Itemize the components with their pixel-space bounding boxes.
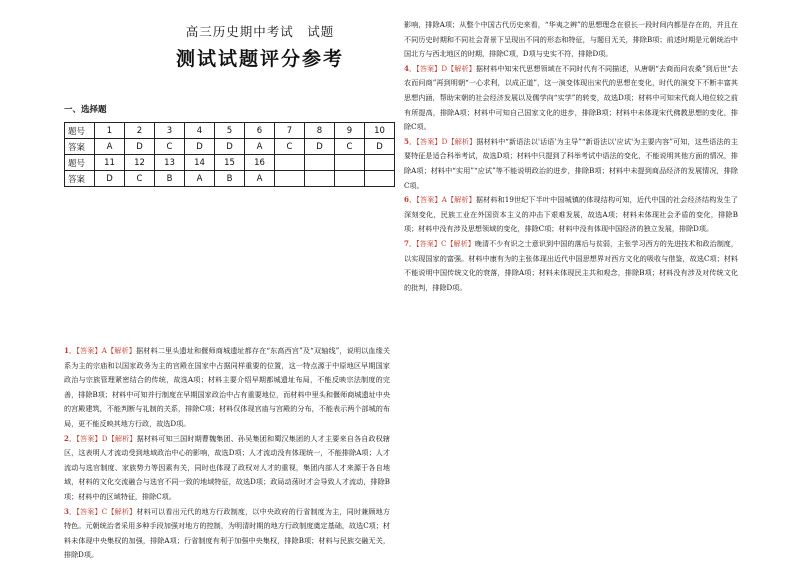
answer-tag: 【答案】 [416,136,442,146]
analysis-tag: 【解析】 [447,136,477,146]
answer-tag: 【答案】 [76,346,102,355]
table-cell: 2 [125,123,155,139]
item-number: 1． [64,346,77,355]
table-cell: 12 [125,155,155,171]
answer-tag: 【答案】 [416,195,442,205]
explanation-text: 据材料中“新语法以'话语'为主导”“新语法以'应试'为主要内容”可知，这些语法的主要特征是适合科举考试，故选D项；材料中只提到了科举考试中语法的变化，不能说明其他方面的情况，排除A项；材料中“实用”“应试”等不能说明政治的进步，排除B项；材料中未提到商品经济的发展情况，排除C项。 [404,136,738,190]
explanation-item [404,62,738,135]
explanation-text: 据材料和19世纪下半叶中国城镇的体现结构可知，近代中国的社会经济结构发生了深刻变化，民族工业在外国资本主义的冲击下艰难发展，故选A项；材料未体现社会矛盾的变化，排除B项；材料中没有涉及思想领域的变化，排除C项；材料中没有体现中国经济的独立发展，排除D项。 [404,195,738,234]
explanation-item [404,135,738,193]
row-label: 答案 [65,171,95,187]
section-title: 一、选择题 [64,105,107,115]
table-cell [335,155,365,171]
table-cell [365,171,395,187]
table-cell: 4 [185,123,215,139]
analysis-tag: 【解析】 [447,63,476,73]
row-label: 题号 [65,155,95,171]
table-cell: A [245,171,275,187]
table-cell: D [215,139,245,155]
right-column [404,18,738,295]
analysis-tag: 【解析】 [107,506,137,516]
answer-tag: 【答案】 [416,238,441,248]
table-cell: A [245,139,275,155]
answer-tag: 【答案】 [76,433,102,443]
table-row [65,171,395,187]
table-cell: C [125,171,155,187]
item-number: 6． [404,195,417,205]
table-cell [275,155,305,171]
item-number: 4． [404,63,417,73]
table-cell: 7 [275,123,305,139]
explanation-text: 材料可以看出元代的地方行政制度，以中央政府的行省制度为主，同时兼顾地方特色。元朝统治者采用多种手段加强对地方的控制，为明清时期的地方行政制度奠定基础，故选C项；材料未体现中央集权的加强，排除A项；行省制度有利于加强中央集权，排除B项；材料与民族交融无关，排除D项。 [64,506,391,560]
answer-tag: 【答案】 [416,63,442,73]
table-cell: B [215,171,245,187]
answer-letter: C [440,238,447,248]
table-cell: 10 [365,123,395,139]
exam-title: 高三历史期中考试 试题 [185,24,335,39]
explanation-text: 据材料二里头遗址和偃师商城遗址都存在“东高西宫”及“双轴线”，说明以血缘关系为主的宗庙和以国家政务为主的宫殿在国家中占据同样重要的位置，这一特点源于中原地区早期国家政治与宗族管理紧密结合的传统，故选A项；材料主要介绍早期都城遗址布局，不能反映宗法制度的完善，排除B项；材料中可知并行制度在早期国家政治中占有重要地位，而材料中里头和偃师商城遗址中央的宫殿建筑，不能判断与礼制的关系，排除C项；材料仅体现宫庙与宫殿的分布，不能表示两个部城的布局，更不能反映其地方行政，故选D项。 [64,346,391,428]
item-number: 2． [64,433,77,443]
explanation-text: 据材料可知三国时期曹魏集团、孙吴集团和蜀汉集团的人才主要来自各自政权辖区，这表明人才流动受到地域政治中心的影响，故选D项；人才流动没有体现统一，不能排除A项；人才流动与选官制度、家族势力等因素有关，同时也体现了政权对人才的重视，集团内部人才来源于各自地域，材料的文化交流融合与选官不同一致的地域特征，故选D项；政局动荡时才会导致人才流动，排除B项；材料中的区域特征，排除C项。 [64,433,391,501]
explanation-item [404,237,738,295]
table-cell: 14 [185,155,215,171]
explanation-item [404,18,738,62]
table-cell [305,155,335,171]
explanation-item [64,344,390,432]
answer-letter: A [441,195,447,205]
table-row [65,155,395,171]
table-row [65,139,395,155]
table-cell: C [335,139,365,155]
analysis-tag: 【解析】 [106,346,137,355]
item-number: 3． [64,506,77,516]
answer-tag: 【答案】 [76,506,102,516]
table-cell: C [155,139,185,155]
table-cell: B [155,171,185,187]
table-row [65,123,395,139]
explanation-item [64,505,390,563]
table-cell: D [125,139,155,155]
item-number: 5． [404,136,417,146]
answer-key-title: 测试试题评分参考 [175,48,344,70]
table-cell: D [365,139,395,155]
table-cell: D [305,139,335,155]
table-cell: 1 [95,123,125,139]
table-cell: 6 [245,123,275,139]
answer-letter: C [101,506,108,516]
table-cell: 13 [155,155,185,171]
analysis-tag: 【解析】 [107,433,137,443]
table-cell: 16 [245,155,275,171]
table-cell: 3 [155,123,185,139]
row-label: 答案 [65,139,95,155]
table-cell: A [185,171,215,187]
table-cell [365,155,395,171]
table-cell: 11 [95,155,125,171]
explanation-item [64,432,390,505]
answer-letter: D [101,433,108,443]
left-column [64,344,390,563]
explanation-text: 影响，排除A项；从整个中国古代历史来看，“华夷之辨”的思想理念在很长一段时间内都是存在的，并且在不同历史时期和不同社会背景下呈现出不同的形态和特征，与题目无关，排除B项；前述时期是元朝统治中国北方与西北地区的时期，排除C项，D项与史实不符，排除D项。 [404,20,738,59]
table-cell: 9 [335,123,365,139]
table-cell: 5 [215,123,245,139]
table-cell: 15 [215,155,245,171]
explanation-text: 晚清不少有识之士意识到中国的落后与贫弱，主张学习西方的先进技术和政治制度，以实现国家的富强。材料中康有为的主张体现出近代中国思想界对西方文化的吸收与借鉴，故选C项；材料不能说明中国传统文化的衰落，排除A项；材料未体现民主共和观念，排除B项；材料没有涉及对传统文化的批判，排除D项。 [404,238,739,292]
item-number: 7． [404,238,417,248]
table-cell: A [95,139,125,155]
explanation-item [404,193,738,237]
row-label: 题号 [65,123,95,139]
table-cell: D [95,171,125,187]
table-cell [335,171,365,187]
table-cell: 8 [305,123,335,139]
analysis-tag: 【解析】 [446,195,476,205]
answer-letter: D [441,63,448,73]
table-cell: D [185,139,215,155]
answer-letter: D [441,136,448,146]
explanation-text: 据材料中知宋代思想领域在不同时代有不同描述，从唐朝“去商而问农桑”到后世“去农而问商”再到明朝“一心求利，以成正道”，这一演变体现出宋代的思想在变化，时代的演变下不断丰富其思想内涵，帮助宋朝的社会经济发展以及儒学向“实学”的转变，故选D项；材料中可知宋代商人地位较之前有所提高，排除A项；材料中可知自己国家文化的进步，排除B项；材料中未体现宋代佛教思想的变化，排除C项。 [404,63,739,132]
answer-letter: A [101,346,107,355]
table-cell: C [275,139,305,155]
table-cell [305,171,335,187]
analysis-tag: 【解析】 [446,238,475,248]
answer-table [64,122,395,187]
table-cell [275,171,305,187]
